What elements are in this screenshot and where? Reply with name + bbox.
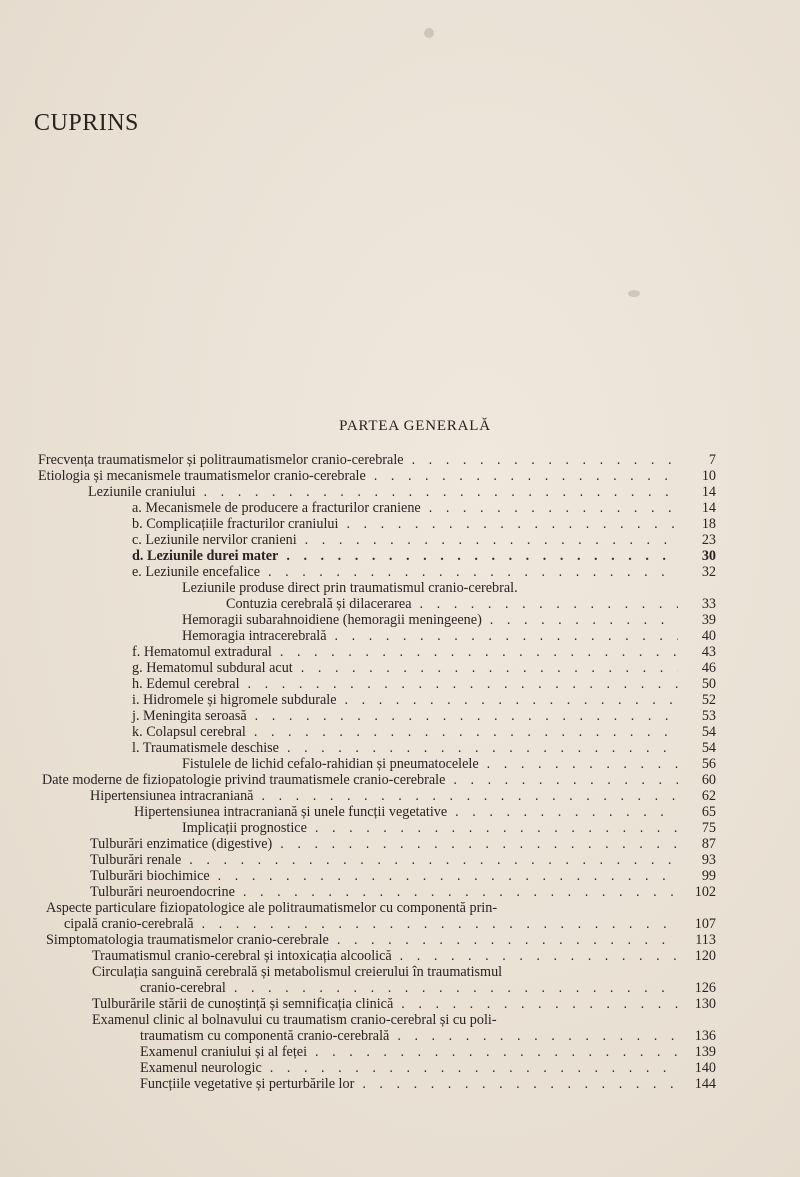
- toc-entry[interactable]: Leziunile craniului . . . 14: [88, 484, 716, 501]
- toc-entry[interactable]: Traumatismul cranio-cerebral și intoxicația alcoolică . . . 120: [92, 948, 716, 965]
- toc-entry[interactable]: l. Traumatismele deschise . . . 54: [132, 740, 716, 757]
- toc-entry[interactable]: Frecvența traumatismelor și politraumatismelor cranio-cerebrale . . . 7: [38, 452, 716, 469]
- toc-entry[interactable]: Tulburările stării de cunoștință și semnificația clinică . . . 130: [92, 996, 716, 1013]
- toc-entry[interactable]: cipală cranio-cerebrală . . . 107: [64, 916, 716, 933]
- toc-entry[interactable]: c. Leziunile nervilor cranieni . . . 23: [132, 532, 716, 549]
- toc-entry[interactable]: d. Leziunile durei mater . . . 30: [132, 548, 716, 565]
- toc-entry[interactable]: Leziunile produse direct prin traumatismul cranio-cerebral.: [182, 580, 518, 596]
- toc-entry[interactable]: Examenul craniului și al feței . . . 139: [140, 1044, 716, 1061]
- toc-entry[interactable]: Hipertensiunea intracraniană . . . 62: [90, 788, 716, 805]
- toc-entry[interactable]: Simptomatologia traumatismelor cranio-cerebrale . . . 113: [46, 932, 716, 949]
- table-of-contents: [0, 452, 800, 1092]
- paper-blemish: [628, 290, 640, 297]
- toc-entry[interactable]: Hemoragia intracerebrală . . . 40: [182, 628, 716, 645]
- toc-entry[interactable]: b. Complicațiile fracturilor craniului . . . 18: [132, 516, 716, 533]
- toc-entry[interactable]: Date moderne de fiziopatologie privind traumatismele cranio-cerebrale . . . 60: [42, 772, 716, 789]
- toc-entry[interactable]: Circulația sanguină cerebrală și metabolismul creierului în traumatismul: [92, 964, 503, 980]
- toc-entry[interactable]: traumatism cu componentă cranio-cerebrală . . . 136: [140, 1028, 716, 1045]
- toc-entry[interactable]: f. Hematomul extradural . . . 43: [132, 644, 716, 661]
- toc-entry[interactable]: Contuzia cerebrală și dilacerarea . . . 33: [226, 596, 716, 613]
- toc-entry[interactable]: j. Meningita seroasă . . . 53: [132, 708, 716, 725]
- toc-entry[interactable]: a. Mecanismele de producere a fracturilor craniene . . . 14: [132, 500, 716, 517]
- toc-entry[interactable]: cranio-cerebral . . . 126: [140, 980, 716, 997]
- paper-blemish: [424, 28, 434, 38]
- page-title: CUPRINS: [34, 110, 139, 137]
- toc-entry[interactable]: i. Hidromele și higromele subdurale . . . 52: [132, 692, 716, 709]
- toc-entry[interactable]: Funcțiile vegetative și perturbările lor . . . 144: [140, 1076, 716, 1093]
- toc-entry[interactable]: Fistulele de lichid cefalo-rahidian și pneumatocelele . . . 56: [182, 756, 716, 773]
- section-heading: PARTEA GENERALĂ: [339, 418, 491, 434]
- toc-entry[interactable]: Examenul neurologic . . . 140: [140, 1060, 716, 1077]
- toc-entry[interactable]: Examenul clinic al bolnavului cu traumatism cranio-cerebral și cu poli-: [92, 1012, 497, 1028]
- toc-entry[interactable]: e. Leziunile encefalice . . . 32: [132, 564, 716, 581]
- toc-entry[interactable]: Hipertensiunea intracraniană și unele funcții vegetative . . . 65: [134, 804, 716, 821]
- toc-entry[interactable]: Etiologia și mecanismele traumatismelor cranio-cerebrale . . . 10: [38, 468, 716, 485]
- toc-entry[interactable]: Aspecte particulare fiziopatologice ale politraumatismelor cu componentă prin-: [46, 900, 498, 916]
- toc-entry[interactable]: Tulburări biochimice . . . 99: [90, 868, 716, 885]
- toc-entry[interactable]: Tulburări renale . . . 93: [90, 852, 716, 869]
- toc-entry[interactable]: h. Edemul cerebral . . . 50: [132, 676, 716, 693]
- toc-entry[interactable]: Tulburări enzimatice (digestive) . . . 87: [90, 836, 716, 853]
- toc-entry[interactable]: Tulburări neuroendocrine . . . 102: [90, 884, 716, 901]
- toc-entry[interactable]: k. Colapsul cerebral . . . 54: [132, 724, 716, 741]
- toc-entry[interactable]: Hemoragii subarahnoidiene (hemoragii meningeene) . . . 39: [182, 612, 716, 629]
- toc-entry[interactable]: Implicații prognostice . . . 75: [182, 820, 716, 837]
- toc-entry[interactable]: g. Hematomul subdural acut . . . 46: [132, 660, 716, 677]
